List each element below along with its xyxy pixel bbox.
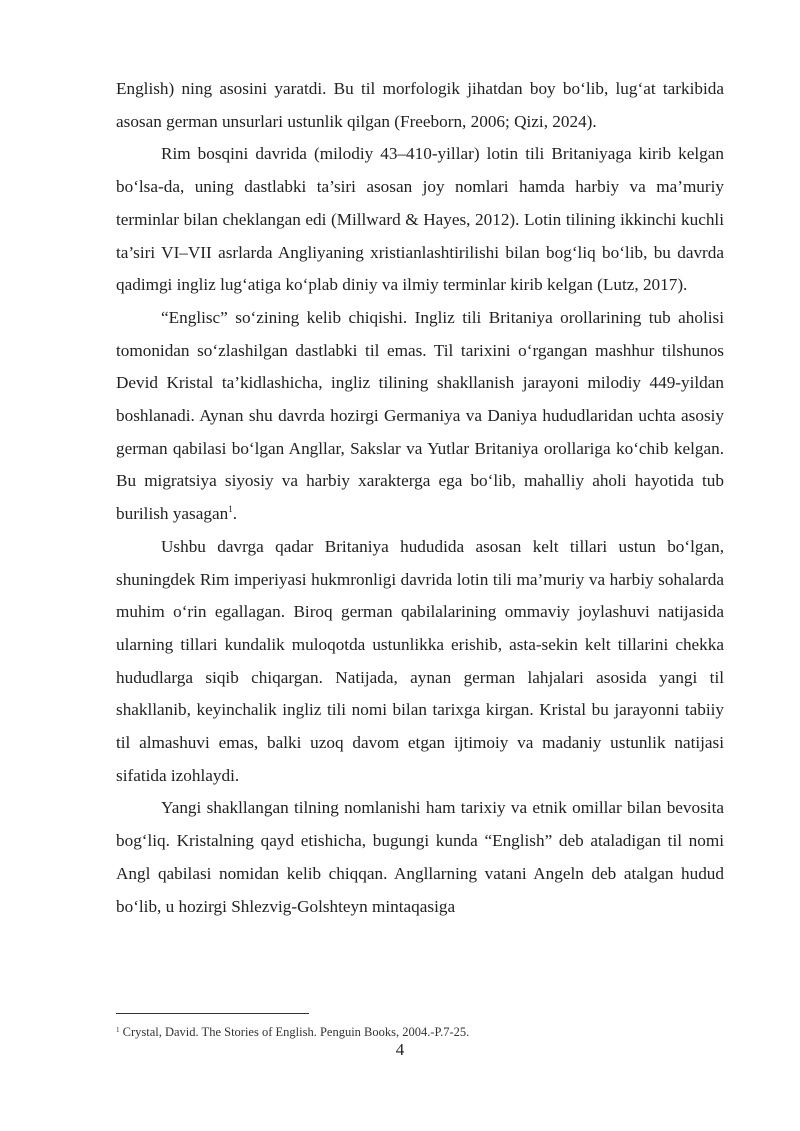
- paragraph: Yangi shakllangan tilning nomlanishi ham tarixiy va etnik omillar bilan bevosita bog‘liq. Kristalning qayd etishicha, bugungi kunda “English” deb ataladigan til nomi Angl qabilasi nomidan kelib chiqqan. Angllarning vatani Angeln deb atalgan hudud bo‘lib, u hozirgi Shlezvig-Golshteyn mintaqasiga: [116, 798, 724, 916]
- paragraph-end-punctuation: .: [232, 504, 237, 524]
- footnote-separator: [116, 1013, 309, 1014]
- footnote-marker: 1: [116, 1026, 120, 1034]
- footnote: [116, 1025, 724, 1040]
- page-number: 4: [395, 1040, 405, 1059]
- footnote-text: Crystal, David. The Stories of English. Penguin Books, 2004.-P.7-25.: [119, 1025, 470, 1039]
- paragraph: Rim bosqini davrida (milodiy 43–410-yillar) lotin tili Britaniyaga kirib kelgan bo‘lsa-da, uning dastlabki ta’siri asosan joy nomlari hamda harbiy va ma’muriy terminlar bilan cheklangan edi (Millward & Hayes, 2012). Lotin tilining ikkinchi kuchli ta’siri VI–VII asrlarda Angliyaning xristianlashtirilishi bilan bog‘liq bo‘lib, bu davrda qadimgi ingliz lug‘atiga ko‘plab diniy va ilmiy terminlar kirib kelgan (Lutz, 2017).: [116, 144, 724, 295]
- paragraph: [116, 302, 724, 531]
- paragraph: Ushbu davrga qadar Britaniya hududida asosan kelt tillari ustun bo‘lgan, shuningdek Rim imperiyasi hukmronligi davrida lotin tili ma’muriy va harbiy sohalarda muhim o‘rin egallagan. Biroq german qabilalarining ommaviy joylashuvi natijasida ularning tillari kundalik muloqotda ustunlikka erishib, asta-sekin kelt tillarini chekka hududlarga siqib chiqargan. Natijada, aynan german lahjalari asosida yangi til shakllanib, keyinchalik ingliz tili nomi bilan tarixga kirgan. Kristal bu jarayonni tabiiy til almashuvi emas, balki uzoq davom etgan ijtimoiy va madaniy ustunlik natijasi sifatida izohlaydi.: [116, 536, 724, 785]
- paragraph: English) ning asosini yaratdi. Bu til morfologik jihatdan boy bo‘lib, lug‘at tarkibida asosan german unsurlari ustunlik qilgan (Freeborn, 2006; Qizi, 2024).: [116, 79, 724, 131]
- paragraph-text: “Englisc” so‘zining kelib chiqishi. Ingliz tili Britaniya orollarining tub aholisi tomonidan so‘zlashilgan dastlabki til emas. Til tarixini o‘rgangan mashhur tilshunos Devid Kristal ta’kidlashicha, ingliz tilining shakllanish jarayoni milodiy 449-yildan boshlanadi. Aynan shu davrda hozirgi Germaniya va Daniya hududlaridan uchta asosiy german qabilasi bo‘lgan Angllar, Sakslar va Yutlar Britaniya orollariga ko‘chib kelgan. Bu migratsiya siyosiy va harbiy xarakterga ega bo‘lib, mahalliy aholi hayotida tub burilish yasagan: [116, 307, 724, 524]
- footnote-reference[interactable]: 1: [228, 504, 233, 515]
- body-text: [116, 73, 724, 923]
